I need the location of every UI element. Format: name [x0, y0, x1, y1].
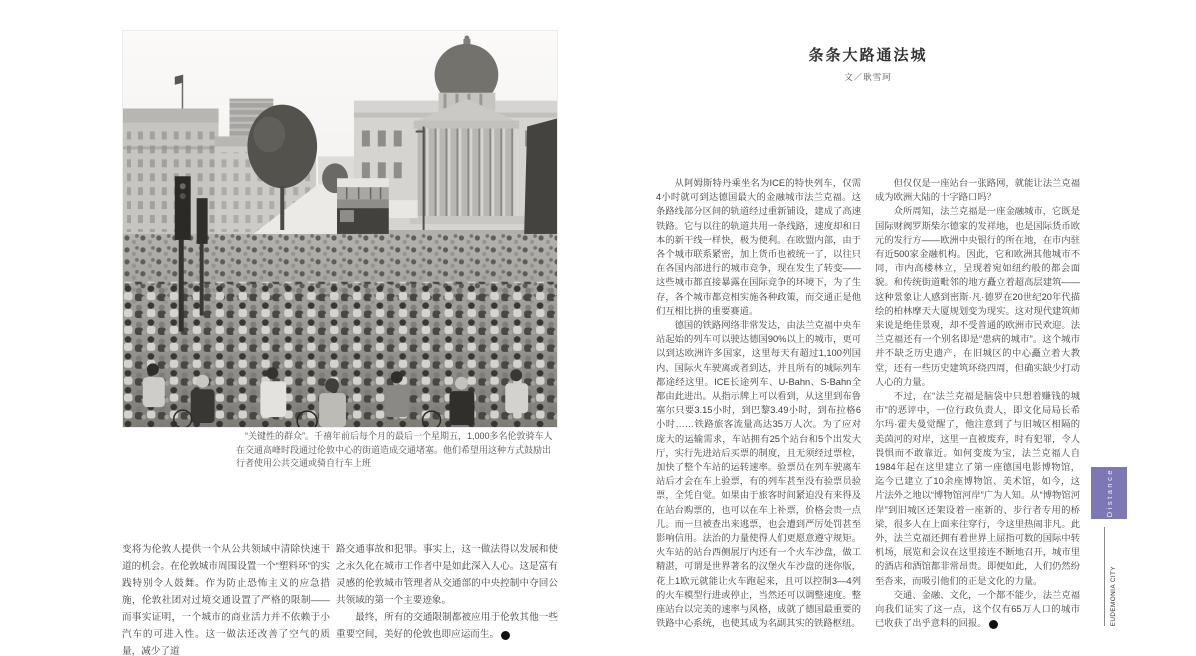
critical-mass-photo-illustration — [123, 31, 557, 427]
body-paragraph: 路交通事故和犯罪。事实上，这一做法得以发展和使之永久化在城市工作者中是如此深入人心。这是富有灵感的伦敦城市管理者从交通部的中央控制中夺回公共领域的第一个主要迹象。 — [336, 544, 558, 606]
article-paragraph: 德国的铁路网络非常发达，由法兰克福中央车站起始的列车可以驶达德国90%以上的城市，更可以到达欧洲许多国家，这里每天有超过1,100列国内、国际火车驶离或者到达，并且所有的城际列车都途经这里。ICE长途列车、U-Bahn、S-Bahn全都由此进出。从指示牌上可以看到，从这里到布鲁塞尔只要3.15小时，到巴黎3.49小时，到布拉格6小时……铁路旅客流量高达35万人次。为了应对庞大的运输需求，车站拥有25个站台和5个出发大厅，实行先进站后买票的制度，且无须经过票检，加快了整个车站的运转速率。验票员在列车驶离车站后才会在车上验票，有的列车甚至没有验票员验票，全凭自觉。如果由于旅客时间紧迫没有来得及在站台购票的，也可以在车上补票，价格会贵一点儿。而一旦被查出来逃票，也会遭到严厉处罚甚至影响信用。法治的力量使得人们更愿意遵守规矩。火车站的站台西侧展厅内还有一个火车沙盘，做工精湛，可谓是世界著名的汉堡火车沙盘的迷你版，花上1欧元就能让火车跑起来，且可以控制3—4列的火车模型行进或停止，当然还可以调整速度。整座站台以完美的速率与风格，成就了德国最重要的铁路中心系统，也使其成为名副其实的铁路枢纽。 — [656, 320, 861, 629]
main-article-body — [656, 176, 1080, 650]
article-paragraph: 众所周知，法兰克福是一座金融城市，它既是国际财阀罗斯柴尔德家的发祥地，也是国际货币欧元的发行方——欧洲中央银行的所在地，在市内驻有近500家金融机构。因此，它和欧洲其他城市不同，市内高楼林立，呈现着宛如纽约般的都会面貌。和传统街道毗邻的地方矗立着超高层建筑——这种景象让人感到密斯·凡·德罗在20世纪20年代描绘的柏林摩天大厦规划变为现实。这对现代建筑师来说是绝佳景观，却不受普通的欧洲市民欢迎。法兰克福还有一个别名即是“患病的城市”。这个城市并不缺乏历史遗产，在旧城区的中心矗立着大教堂，还有一些历史建筑环绕四周，但确实缺少打动人心的力量。 — [875, 206, 1080, 387]
article-column-2 — [875, 176, 1080, 650]
article-paragraph: 但仅仅是一座站台一张路网，就能让法兰克福成为欧洲大陆的十字路口吗？ — [875, 178, 1080, 203]
left-article-body — [122, 541, 558, 656]
double-decker-bus — [337, 178, 389, 234]
left-body-column-1 — [122, 541, 330, 656]
magazine-edge-label: EUDEMONIA CITY — [1109, 565, 1117, 626]
article-paragraph: 不过，在“法兰克福是脑袋中只想着赚钱的城市”的恶评中，一位行政负责人，即文化局局长希尔玛·霍夫曼觉醒了，他注意到了与旧城区相隔的美茵河的对岸，这里一直被废弃，时有犯罪，令人畏惧而不敢靠近。如何变废为宝，法兰克福人自1984年起在这里建立了第一座德国电影博物馆，迄今已建立了10余座博物馆、美术馆，如今，这片法外之地以“博物馆河岸”广为人知。从“博物馆河岸”到旧城区还架设着一座新的、步行者专用的桥梁，很多人在上面来往穿行，令这里热闹非凡。此外，法兰克福还拥有着世界上屈指可数的国际中转机场，展览和会议在这里接连不断地召开，城市里的酒店和酒馆都非常昂贵。即便如此，人们仍然纷至沓来，而吸引他们的正是文化的力量。 — [875, 391, 1080, 586]
page-title: 条条大路通法城 — [808, 47, 928, 64]
street-photo — [122, 30, 558, 428]
section-tab-distance — [1091, 467, 1127, 519]
body-paragraph: 最终，所有的交通限制都被应用于伦敦其他一些重要空间，美好的伦敦也即应运而生。 E — [336, 612, 558, 640]
byline: 文／耿雪珂 — [844, 72, 892, 82]
article-column-1 — [656, 176, 861, 650]
article-end-mark-icon: E — [989, 620, 998, 629]
article-paragraph: 交通、金融、文化，一个都不能少，法兰克福向我们证实了这一点，这个仅有65万人口的城市已收获了出乎意料的回报。 E — [875, 589, 1080, 629]
article-end-mark-icon: E — [501, 631, 510, 640]
article-paragraph: 从阿姆斯特丹乘坐名为ICE的特快列车，仅需4小时就可到达德国最大的金融城市法兰克福。这条路线部分区间的轨道经过重新铺设，建成了高速铁路。它与以往的轨道共用一条线路，速度却和日本的新干线一样快，极为便利。在欧盟内部，由于各个城市联系紧密，加上货币也被统一了，以往只在各国内部进行的城市竞争，现在发生了转变——这些城市都直接暴露在国际竞争的环境下，为了生存，各个城市都竞相实施各种政策，而交通正是他们互相比拼的重要赛道。 — [656, 178, 861, 316]
body-paragraph: 变将为伦敦人提供一个从公共领域中清除快速干道的机会。在伦敦城市周围设置一个“塑料环”的实践特别令人鼓舞。作为防止恐怖主义的应急措施，伦敦社团对过境交通设置了严格的限制——而事实证明，一个城市的商业活力并不依赖于小汽车的可进入性。这一做法还改善了空气的质量，减少了道 — [122, 544, 330, 656]
gallery-colonnade — [418, 129, 514, 217]
section-tab-label: Distance — [1104, 468, 1114, 518]
left-body-column-2 — [336, 541, 558, 656]
photo-caption: “关键性的群众”。千禧年前后每个月的最后一个星期五，1,000多名伦敦骑车人在交通高峰时段通过伦敦中心的街道造成交通堵塞。他们希望用这种方式鼓励出行者使用公共交通或骑自行车上班 — [236, 431, 553, 468]
edge-divider — [1104, 527, 1105, 626]
